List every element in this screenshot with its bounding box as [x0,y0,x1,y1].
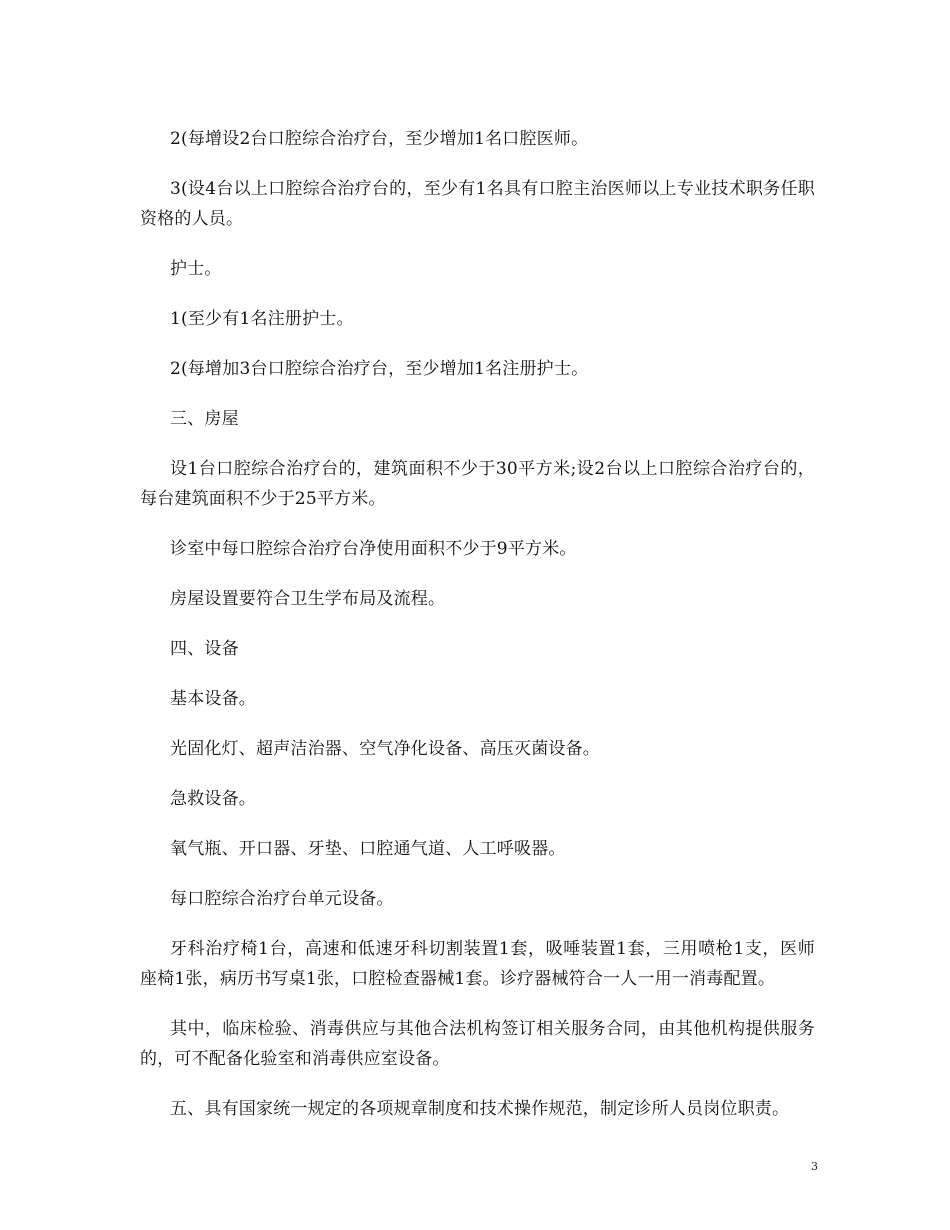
paragraph: 诊室中每口腔综合治疗台净使用面积不少于9平方米。 [170,539,577,559]
paragraph: 急救设备。 [170,789,256,809]
paragraph: 氧气瓶、开口器、牙垫、口腔通气道、人工呼吸器。 [170,839,566,859]
paragraph: 牙科治疗椅1台，高速和低速牙科切割装置1套，吸唾装置1套，三用喷枪1支，医师座椅1张，病历书写桌1张，口腔检查器械1套。诊疗器械符合一人一用一消毒配置。 [140,939,815,989]
section-heading: 三、房屋 [170,409,239,429]
section-heading: 四、设备 [170,639,239,659]
paragraph: 护士。 [170,259,222,279]
paragraph: 房屋设置要符合卫生学布局及流程。 [170,589,446,609]
paragraph: 其中，临床检验、消毒供应与其他合法机构签订相关服务合同，由其他机构提供服务的，可不配备化验室和消毒供应室设备。 [140,1019,815,1069]
paragraph: 2(每增设2台口腔综合治疗台，至少增加1名口腔医师。 [170,129,589,149]
paragraph: 1(至少有1名注册护士。 [170,309,354,329]
page-number: 3 [811,1160,818,1173]
paragraph: 2(每增加3台口腔综合治疗台，至少增加1名注册护士。 [170,359,589,379]
paragraph: 3(设4台以上口腔综合治疗台的，至少有1名具有口腔主治医师以上专业技术职务任职资格的人员。 [140,179,815,229]
document-body [140,124,815,1144]
section-heading: 五、具有国家统一规定的各项规章制度和技术操作规范，制定诊所人员岗位职责。 [170,1099,790,1119]
paragraph: 每口腔综合治疗台单元设备。 [170,889,394,909]
paragraph: 基本设备。 [170,689,256,709]
paragraph: 光固化灯、超声洁治器、空气净化设备、高压灭菌设备。 [170,739,600,759]
paragraph: 设1台口腔综合治疗台的，建筑面积不少于30平方米;设2台以上口腔综合治疗台的，每台建筑面积不少于25平方米。 [140,459,815,509]
